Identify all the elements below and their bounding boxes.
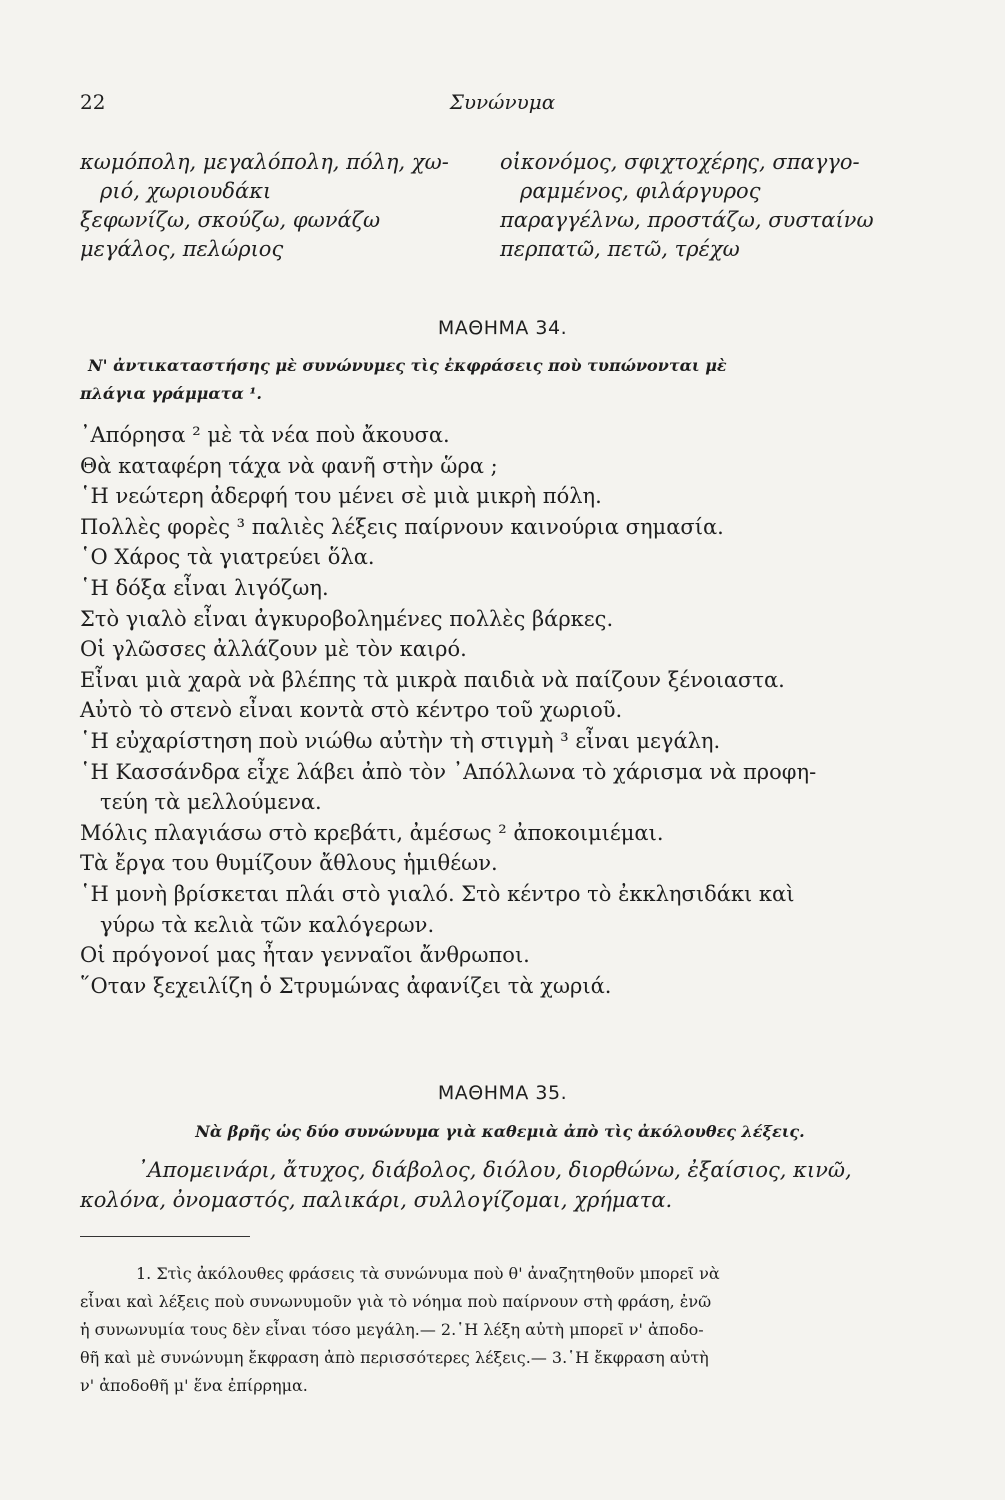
exercise-sentence-continuation: γύρω τὰ κελιὰ τῶν καλόγερων.	[100, 912, 435, 937]
exercise-sentence: Πολλὲς φορὲς ³ παλιὲς λέξεις παίρνουν καινούρια σημασία.	[80, 514, 724, 539]
lesson-35-instruction: Νὰ βρῆς ὡς δύο συνώνυμα γιὰ καθεμιὰ ἀπὸ τὶς ἀκόλουθες λέξεις.	[195, 1122, 805, 1141]
footnote-line: εἶναι καὶ λέξεις ποὺ συνωνυμοῦν γιὰ τὸ νόημα ποὺ παίρνουν στὴ φράση, ἐνῶ	[80, 1292, 712, 1311]
word-list-line: ᾿Απομεινάρι, ἄτυχος, διάβολος, διόλου, διορθώνω, ἐξαίσιος, κινῶ,	[137, 1158, 852, 1182]
lesson-34-sentences	[80, 420, 930, 1001]
exercise-sentence: Τὰ ἔργα του θυμίζουν ἄθλους ἡμιθέων.	[80, 851, 498, 876]
page-header	[80, 90, 925, 120]
running-title: Συνώνυμα	[449, 90, 556, 114]
synonym-line: περπατῶ, πετῶ, τρέχω	[500, 237, 740, 261]
synonym-column-right	[500, 148, 920, 264]
exercise-sentence: ῾Η μονὴ βρίσκεται πλάι στὸ γιαλό. Στὸ κέντρο τὸ ἐκκλησιδάκι καὶ	[80, 881, 795, 906]
exercise-sentence: ῞Οταν ξεχειλίζη ὁ Στρυμώνας ἀφανίζει τὰ χωριά.	[80, 973, 612, 998]
lesson-34-instruction-line-2: πλάγια γράμματα ¹.	[80, 384, 262, 403]
footnote-line: ἡ συνωνυμία τους δὲν εἶναι τόσο μεγάλη.— 2.῾Η λέξη αὐτὴ μπορεῖ ν' ἀποδο-	[80, 1320, 704, 1339]
exercise-sentence: Αὐτὸ τὸ στενὸ εἶναι κοντὰ στὸ κέντρο τοῦ χωριοῦ.	[80, 698, 623, 723]
word-list-line: κολόνα, ὀνομαστός, παλικάρι, συλλογίζομαι, χρήματα.	[80, 1188, 673, 1212]
exercise-sentence: ῾Η νεώτερη ἀδερφή του μένει σὲ μιὰ μικρὴ πόλη.	[80, 484, 602, 509]
synonym-column-left	[80, 148, 500, 264]
synonym-line: οἰκονόμος, σφιχτοχέρης, σπαγγο-	[500, 150, 860, 174]
exercise-sentence: ῾Ο Χάρος τὰ γιατρεύει ὅλα.	[80, 545, 375, 570]
exercise-sentence: Εἶναι μιὰ χαρὰ νὰ βλέπης τὰ μικρὰ παιδιὰ νὰ παίζουν ξένοιαστα.	[80, 667, 785, 692]
lesson-34-title: ΜΑΘΗΜΑ 34.	[437, 317, 568, 339]
exercise-sentence: Οἱ πρόγονοί μας ἦταν γενναῖοι ἄνθρωποι.	[80, 943, 530, 968]
footnote-line: ν' ἀποδοθῆ μ' ἕνα ἐπίρρημα.	[80, 1376, 308, 1395]
synonym-line: ριό, χωριουδάκι	[100, 179, 272, 203]
exercise-sentence: Μόλις πλαγιάσω στὸ κρεβάτι, ἀμέσως ² ἀποκοιμιέμαι.	[80, 820, 664, 845]
exercise-sentence: ᾿Απόρησα ² μὲ τὰ νέα ποὺ ἄκουσα.	[80, 423, 450, 447]
synonym-line: παραγγέλνω, προστάζω, συσταίνω	[500, 208, 874, 232]
footnote-divider	[80, 1236, 250, 1237]
synonym-line: μεγάλος, πελώριος	[80, 237, 284, 261]
exercise-sentence: Οἱ γλῶσσες ἀλλάζουν μὲ τὸν καιρό.	[80, 637, 467, 662]
footnote-line: 1. Στὶς ἀκόλουθες φράσεις τὰ συνώνυμα ποὺ θ' ἀναζητηθοῦν μπορεῖ νὰ	[136, 1264, 720, 1283]
footnote-line: θῆ καὶ μὲ συνώνυμη ἔκφραση ἀπὸ περισσότερες λέξεις.— 3.῾Η ἔκφραση αὐτὴ	[80, 1348, 709, 1367]
synonym-line: ραμμένος, φιλάργυρος	[520, 179, 761, 203]
exercise-sentence: ῾Η δόξα εἶναι λιγόζωη.	[80, 575, 329, 600]
exercise-sentence-continuation: τεύη τὰ μελλούμενα.	[100, 790, 322, 815]
lesson-35-title: ΜΑΘΗΜΑ 35.	[437, 1082, 568, 1104]
exercise-sentence: Θὰ καταφέρη τάχα νὰ φανῆ στὴν ὥρα ;	[80, 453, 498, 478]
lesson-35-words	[80, 1155, 930, 1215]
synonym-line: κωμόπολη, μεγαλόπολη, πόλη, χω-	[80, 150, 449, 174]
synonym-line: ξεφωνίζω, σκούζω, φωνάζω	[80, 208, 381, 232]
footnotes	[80, 1260, 888, 1400]
lesson-34-instruction-line-1: Ν' ἀντικαταστήσης μὲ συνώνυμες τὶς ἐκφράσεις ποὺ τυπώνονται μὲ	[88, 356, 727, 375]
page-number: 22	[80, 90, 106, 114]
exercise-sentence: ῾Η Κασσάνδρα εἶχε λάβει ἀπὸ τὸν ᾿Απόλλωνα τὸ χάρισμα νὰ προφη-	[80, 759, 817, 784]
exercise-sentence: Στὸ γιαλὸ εἶναι ἀγκυροβολημένες πολλὲς βάρκες.	[80, 606, 614, 631]
exercise-sentence: ῾Η εὐχαρίστηση ποὺ νιώθω αὐτὴν τὴ στιγμὴ ³ εἶναι μεγάλη.	[80, 728, 721, 753]
